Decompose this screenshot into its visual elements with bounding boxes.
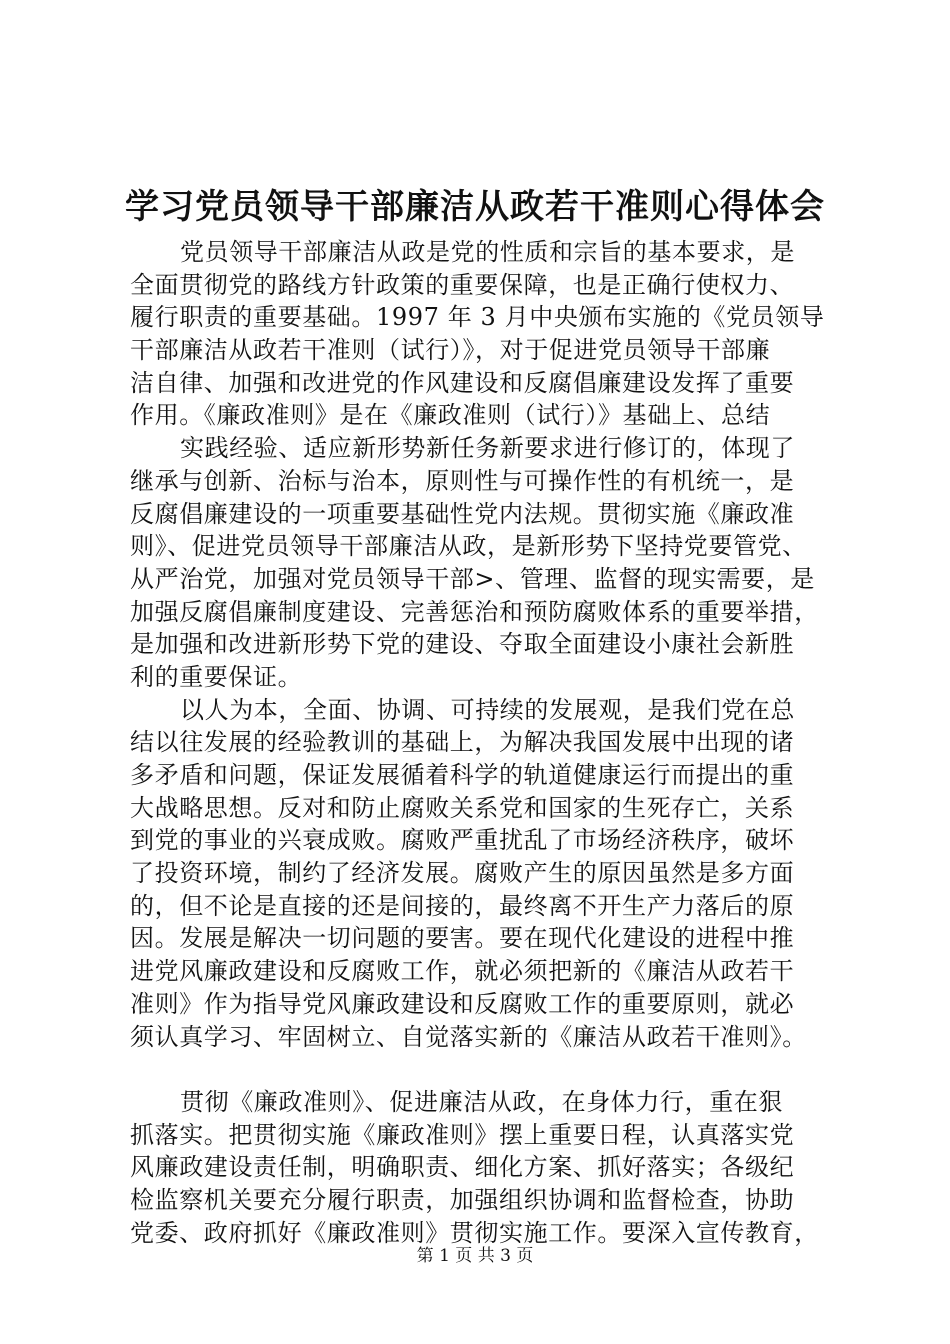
body-line: 准则》作为指导党风廉政建设和反腐败工作的重要原则，就必 [130,989,795,1018]
page-footer: 第 1 页 共 3 页 [416,1246,534,1266]
body-line: 干部廉洁从政若干准则（试行）》，对于促进党员领导干部廉 [130,336,771,365]
body-line: 履行职责的重要基础。1997 年 3 月中央颁布实施的《党员领导 [130,303,825,332]
body-line [130,1053,830,1086]
body-line: 是加强和改进新形势下党的建设、夺取全面建设小康社会新胜 [130,630,795,659]
body-line: 风廉政建设责任制，明确职责、细化方案、抓好落实；各级纪 [130,1153,795,1182]
body-line: 从严治党，加强对党员领导干部>、管理、监督的现实需要，是 [130,564,815,593]
body-line: 反腐倡廉建设的一项重要基础性党内法规。贯彻实施《廉政准 [130,499,795,528]
body-line: 党委、政府抓好《廉政准则》贯彻实施工作。要深入宣传教育， [130,1218,819,1247]
body-line: 多矛盾和问题，保证发展循着科学的轨道健康运行而提出的重 [130,761,795,789]
body-line: 洁自律、加强和改进党的作风建设和反腐倡廉建设发挥了重要 [130,368,795,397]
body-line: 的，但不论是直接的还是间接的，最终离不开生产力落后的原 [130,891,795,920]
body-line: 作用。《廉政准则》是在《廉政准则（试行）》基础上、总结 [130,401,771,430]
body-line: 贯彻《廉政准则》、促进廉洁从政，在身体力行，重在狠 [180,1087,783,1116]
body-line: 则》、促进党员领导干部廉洁从政，是新形势下坚持党要管党、 [130,532,807,561]
body-line: 抓落实。把贯彻实施《廉政准则》摆上重要日程，认真落实党 [130,1120,795,1149]
body-line: 全面贯彻党的路线方针政策的重要保障，也是正确行使权力、 [130,270,795,299]
body-line: 到党的事业的兴衰成败。腐败严重扰乱了市场经济秩序，破坏 [130,826,795,855]
body-line: 检监察机关要充分履行职责，加强组织协调和监督检查，协助 [130,1185,795,1214]
body-line: 利的重要保证。 [130,662,303,691]
body-line: 继承与创新、治标与治本，原则性与可操作性的有机统一，是 [130,466,795,495]
body-line: 大战略思想。反对和防止腐败关系党和国家的生死存亡，关系 [130,793,795,822]
body-line: 因。发展是解决一切问题的要害。要在现代化建设的进程中推 [130,924,795,953]
document-body [130,236,830,1249]
document-title: 学习党员领导干部廉洁从政若干准则心得体会 [125,187,825,227]
body-line: 了投资环境，制约了经济发展。腐败产生的原因虽然是多方面 [130,859,795,888]
body-line: 须认真学习、牢固树立、自觉落实新的《廉洁从政若干准则》。 [130,1022,807,1051]
body-line: 加强反腐倡廉制度建设、完善惩治和预防腐败体系的重要举措， [130,597,819,626]
body-line: 党员领导干部廉洁从政是党的性质和宗旨的基本要求，是 [180,238,795,266]
body-line: 实践经验、适应新形势新任务新要求进行修订的，体现了 [180,434,795,463]
body-line: 进党风廉政建设和反腐败工作，就必须把新的《廉洁从政若干 [130,957,795,986]
body-line: 结以往发展的经验教训的基础上，为解决我国发展中出现的诸 [130,728,795,757]
body-line: 以人为本，全面、协调、可持续的发展观，是我们党在总 [180,695,795,724]
